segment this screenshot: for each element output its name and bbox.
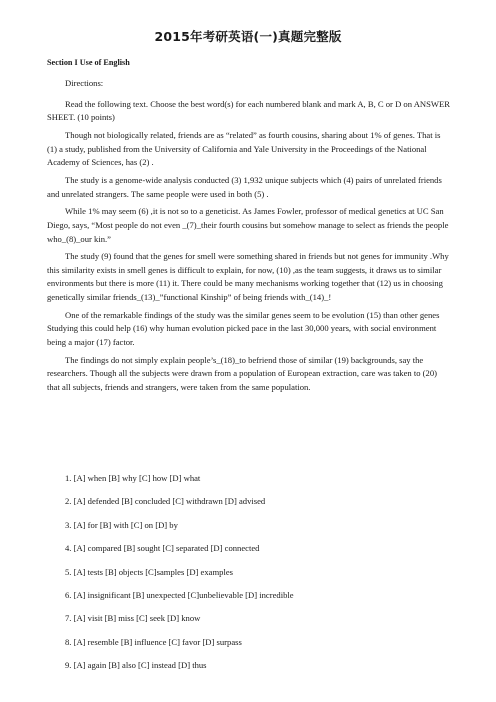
passage-paragraph: One of the remarkable findings of the study was the similar genes seem to be evolution (15) than other genes Studying this could help (16) why human evolution picked pace in the last 30,000 years, with social environment being a major (17) factor. [47, 309, 440, 348]
passage-paragraph: The findings do not simply explain people’s_(18)_to befriend those of similar (19) backgrounds, say the researchers. Though all the subjects were drawn from a population of European extraction, care was taken to (20) that all subjects, friends and strangers, were taken from the same population. [47, 354, 437, 392]
question-option: 1. [A] when [B] why [C] how [D] what [65, 473, 201, 483]
question-option: 9. [A] again [B] also [C] instead [D] thus [65, 660, 207, 671]
question-option: 7. [A] visit [B] miss [C] seek [D] know [65, 613, 201, 624]
section-heading: Section I Use of English [47, 58, 130, 67]
question-options-list [65, 472, 294, 683]
question-option: 3. [A] for [B] with [C] on [D] by [65, 519, 178, 530]
passage-paragraph: While 1% may seem (6) ,it is not so to a geneticist. As James Fowler, professor of medical genetics at UC San Diego, says, “Most people do not even _(7)_their fourth cousins but somehow manage to select as friends the people who_(8)_our kin.” [47, 206, 449, 244]
passage-paragraph: The study (9) found that the genes for smell were something shared in friends but not genes for immunity .Why this similarity exists in smell genes is difficult to explain, for now, (10) ,as the team suggests, it draws us to similar environments but there is more (11) it. There could be many mechanisms working together that (12) us in choosing genetically similar friends_(13)_”functional Kinship” of being friends with_(14)_! [47, 251, 449, 303]
directions-label: Directions: [65, 78, 104, 88]
question-option: 5. [A] tests [B] objects [C]samples [D] examples [65, 566, 234, 577]
question-option: 6. [A] insignificant [B] unexpected [C]unbelievable [D] incredible [65, 589, 294, 600]
passage-paragraph: The study is a genome-wide analysis conducted (3) 1,932 unique subjects which (4) pairs of unrelated friends and unrelated strangers. The same people were used in both (5) . [47, 174, 442, 199]
passage-paragraph: Though not biologically related, friends are as “related” as fourth cousins, sharing about 1% of genes. That is (1) a study, published from the University of California and Yale University in the Proceedings of the National Academy of Sciences, has (2) . [47, 129, 441, 168]
question-option: 2. [A] defended [B] concluded [C] withdrawn [D] advised [65, 496, 266, 507]
document-title: 2015年考研英语(一)真题完整版 [154, 29, 342, 44]
directions-text: Read the following text. Choose the best word(s) for each numbered blank and mark A, B, C or D on ANSWER SHEET. (10 points) [47, 98, 450, 123]
question-option: 8. [A] resemble [B] influence [C] favor [D] surpass [65, 636, 242, 647]
passage-body [47, 74, 451, 399]
question-option: 4. [A] compared [B] sought [C] separated [D] connected [65, 543, 260, 554]
